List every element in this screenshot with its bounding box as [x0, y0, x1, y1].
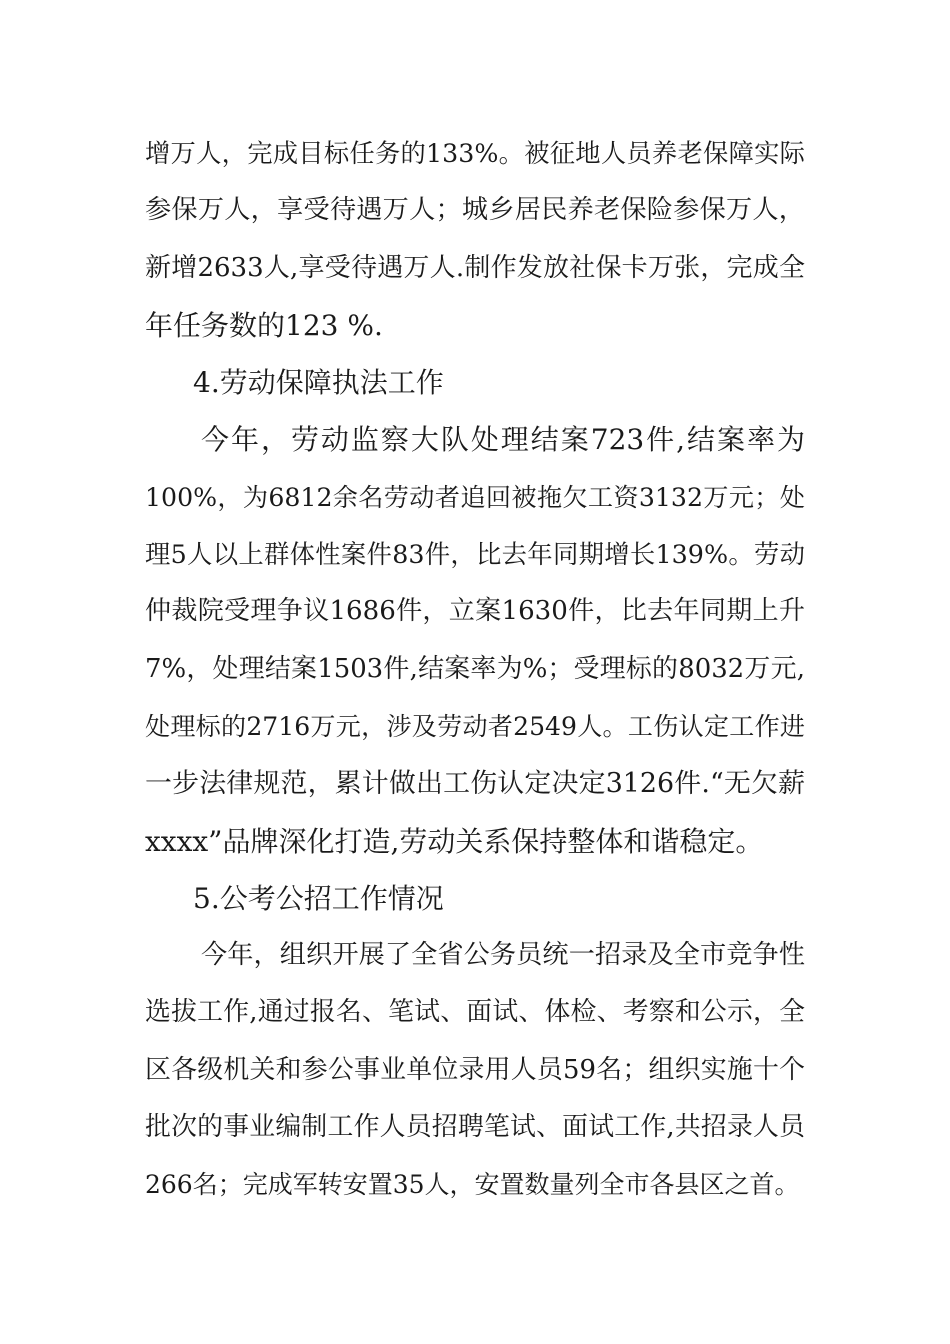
paragraph-line: 区各级机关和参公事业单位录用人员59名；组织实施十个: [145, 1054, 805, 1085]
paragraph-line: xxxx”品牌深化打造,劳动关系保持整体和谐稳定。: [145, 824, 764, 858]
paragraph-line: 批次的事业编制工作人员招聘笔试、面试工作,共招录人员: [145, 1112, 805, 1143]
paragraph-line: 新增2633人,享受待遇万人.制作发放社保卡万张，完成全: [145, 252, 805, 283]
section-heading: 4.劳动保障执法工作: [193, 366, 444, 400]
paragraph-line: 选拔工作,通过报名、笔试、面试、体检、考察和公示，全: [145, 997, 805, 1028]
paragraph-line: 100%，为6812余名劳动者追回被拖欠工资3132万元；处: [145, 482, 805, 512]
paragraph-line: 今年，组织开展了全省公务员统一招录及全市竞争性: [201, 940, 805, 971]
paragraph-line: 一步法律规范，累计做出工伤认定决定3126件.“无欠薪: [145, 768, 805, 800]
section-heading: 5.公考公招工作情况: [193, 881, 444, 915]
paragraph-line: 参保万人，享受待遇万人；城乡居民养老保险参保万人，: [145, 195, 805, 226]
paragraph-line: 7%，处理结案1503件,结案率为%；受理标的8032万元,: [145, 653, 805, 684]
paragraph-line: 增万人，完成目标任务的133%。被征地人员养老保障实际: [145, 138, 805, 168]
paragraph-line: 处理标的2716万元，涉及劳动者2549人。工伤认定工作进: [145, 711, 805, 741]
body-text: [145, 125, 805, 1214]
paragraph-line: 今年，劳动监察大队处理结案723件,结案率为: [201, 423, 805, 457]
paragraph-line: 266名；完成军转安置35人，安置数量列全市各县区之首。: [145, 1170, 800, 1200]
paragraph-line: 仲裁院受理争议1686件，立案1630件，比去年同期上升: [145, 596, 805, 627]
paragraph-line: 年任务数的123 %.: [145, 308, 383, 342]
paragraph-line: 理5人以上群体性案件83件，比去年同期增长139%。劳动: [145, 539, 805, 570]
